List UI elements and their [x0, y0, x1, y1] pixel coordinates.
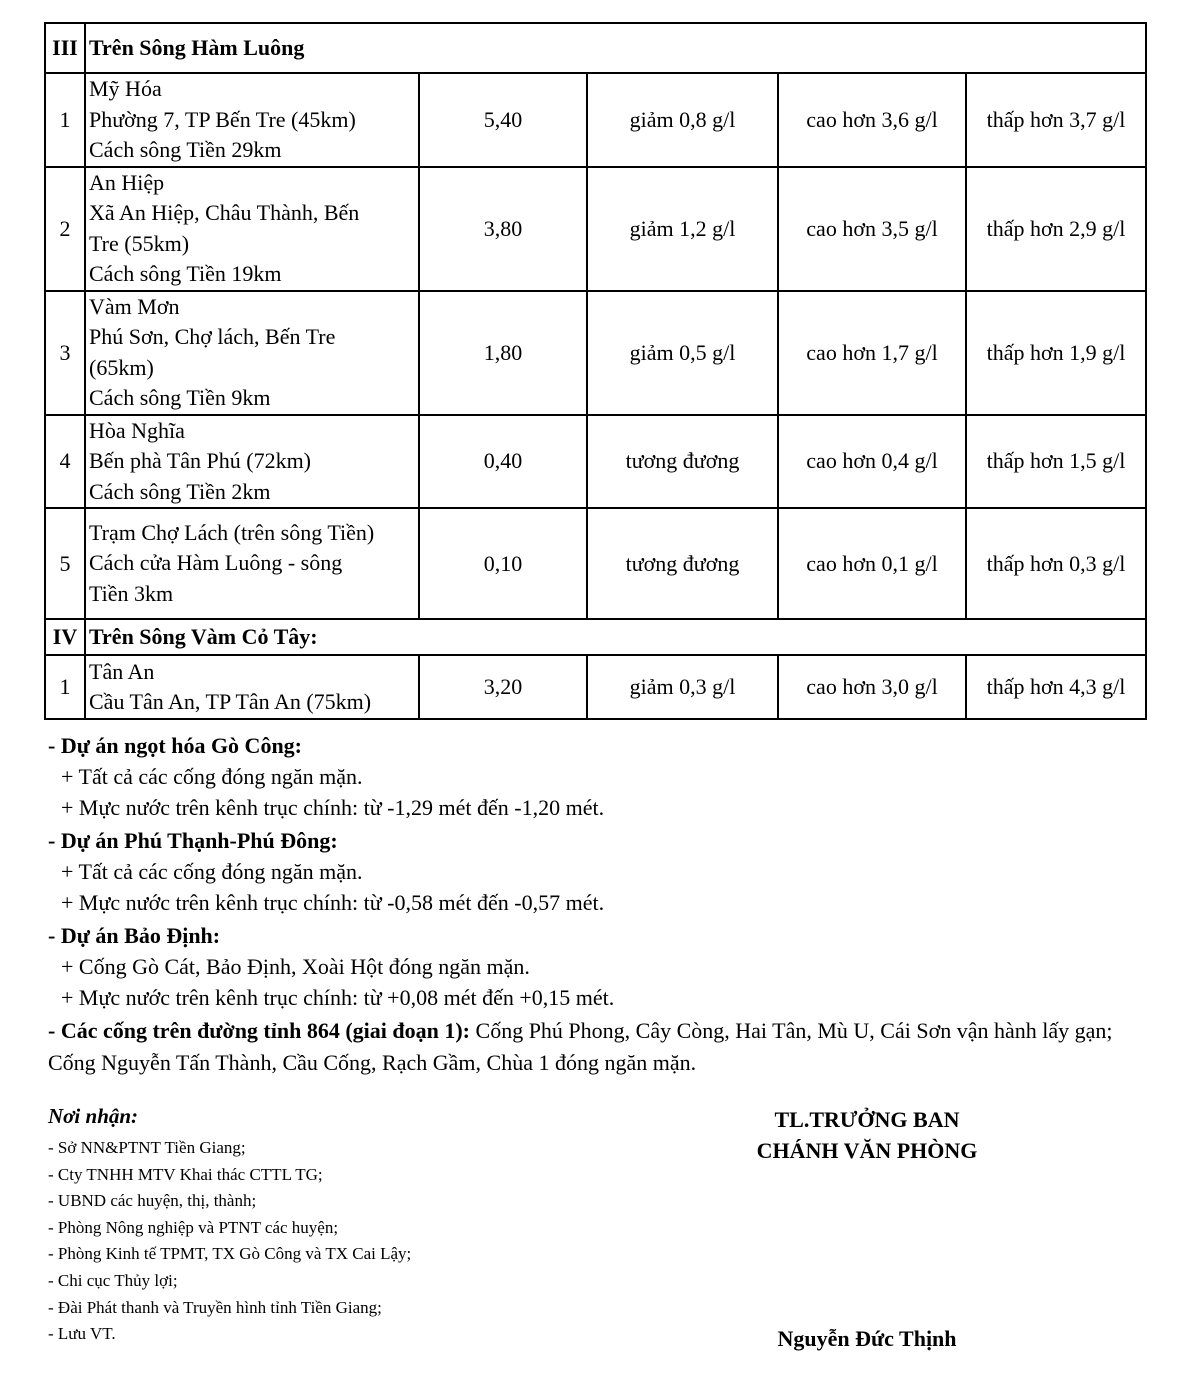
row-index: 5 [45, 508, 85, 619]
project-notes [48, 730, 1138, 1079]
project-bullet: + Cống Gò Cát, Bảo Định, Xoài Hột đóng ngăn mặn. [61, 954, 530, 979]
station-location-line: Xã An Hiệp, Châu Thành, Bến [89, 200, 360, 225]
station-location-line: An Hiệp [89, 169, 165, 195]
table-row [45, 508, 1146, 619]
compare-higher: cao hơn 3,6 g/l [778, 73, 966, 167]
compare-lower: thấp hơn 1,5 g/l [966, 415, 1146, 509]
project-item [48, 920, 1138, 1013]
row-index: 1 [45, 655, 85, 719]
compare-higher: cao hơn 0,1 g/l [778, 508, 966, 619]
salinity-change: tương đương [587, 415, 778, 509]
station-location [85, 167, 419, 291]
recipient-item: - Phòng Kinh tế TPMT, TX Gò Công và TX Cai Lậy; [48, 1244, 412, 1264]
station-location-line: Trạm Chợ Lách (trên sông Tiền) [89, 519, 375, 545]
salinity-value: 3,20 [419, 655, 587, 719]
signature-line-1: TL.TRƯỞNG BAN [774, 1107, 960, 1132]
station-location-line: Tân An [89, 658, 155, 684]
compare-lower: thấp hơn 1,9 g/l [966, 291, 1146, 415]
road-gates-text: Cống Phú Phong, Cây Còng, Hai Tân, Mù U, Cái Sơn vận hành lấy gạn; Cống Nguyễn Tấn Thành, Cầu Cống, Rạch Gầm, Chùa 1 đóng ngăn mặn. [48, 1018, 1113, 1075]
project-bullet: + Tất cả các cống đóng ngăn mặn. [61, 764, 363, 789]
section-header-row [45, 23, 1146, 73]
station-location [85, 415, 419, 509]
recipient-item: - Phòng Nông nghiệp và PTNT các huyện; [48, 1217, 339, 1237]
compare-higher: cao hơn 3,5 g/l [778, 167, 966, 291]
station-location-line: Tiền 3km [89, 580, 174, 606]
station-location-line: Cách sông Tiền 29km [89, 137, 282, 162]
station-location-line: Cách cửa Hàm Luông - sông [89, 550, 343, 576]
station-location-line: Bến phà Tân Phú (72km) [89, 448, 312, 473]
project-bullet: + Mực nước trên kênh trục chính: từ +0,08 mét đến +0,15 mét. [61, 985, 615, 1010]
station-location-line: Hòa Nghĩa [89, 417, 185, 443]
row-index: 1 [45, 73, 85, 167]
row-index: 2 [45, 167, 85, 291]
compare-lower: thấp hơn 0,3 g/l [966, 508, 1146, 619]
recipient-item: - Chi cục Thủy lợi; [48, 1270, 178, 1290]
recipients-title: Nơi nhận: [48, 1104, 139, 1128]
recipient-item: - Lưu VT. [48, 1324, 116, 1344]
station-location-line: Tre (55km) [89, 230, 190, 256]
project-bullet: + Mực nước trên kênh trục chính: từ -0,58 mét đến -0,57 mét. [61, 890, 605, 915]
table-row [45, 291, 1146, 415]
section-title: Trên Sông Vàm Cỏ Tây: [85, 619, 1146, 655]
signature-block [712, 1104, 1022, 1166]
salinity-value: 3,80 [419, 167, 587, 291]
salinity-change: tương đương [587, 508, 778, 619]
table-row [45, 655, 1146, 719]
station-location-line: Vàm Mơn [89, 293, 180, 319]
compare-higher: cao hơn 3,0 g/l [778, 655, 966, 719]
project-title: - Dự án ngọt hóa Gò Công: [48, 733, 303, 758]
recipients-block [48, 1104, 411, 1348]
recipient-item: - Sở NN&PTNT Tiền Giang; [48, 1138, 246, 1157]
station-location-line: Cách sông Tiền 19km [89, 261, 282, 286]
project-item [48, 825, 1138, 918]
compare-lower: thấp hơn 4,3 g/l [966, 655, 1146, 719]
station-location [85, 508, 419, 619]
salinity-change: giảm 1,2 g/l [587, 167, 778, 291]
station-location-line: Cầu Tân An, TP Tân An (75km) [89, 689, 372, 714]
recipient-item: - Đài Phát thanh và Truyền hình tỉnh Tiền Giang; [48, 1297, 382, 1317]
station-location-line: (65km) [89, 354, 154, 380]
compare-lower: thấp hơn 2,9 g/l [966, 167, 1146, 291]
signature-line-2: CHÁNH VĂN PHÒNG [756, 1138, 978, 1163]
table-row [45, 73, 1146, 167]
project-title: - Dự án Phú Thạnh-Phú Đông: [48, 828, 338, 853]
recipient-item: - Cty TNHH MTV Khai thác CTTL TG; [48, 1164, 323, 1184]
salinity-table [44, 22, 1147, 720]
section-title: Trên Sông Hàm Luông [85, 23, 1146, 73]
station-location [85, 291, 419, 415]
station-location [85, 655, 419, 719]
section-header-row [45, 619, 1146, 655]
compare-lower: thấp hơn 3,7 g/l [966, 73, 1146, 167]
road-gates-title: - Các cống trên đường tỉnh 864 (giai đoạn 1): [48, 1018, 471, 1043]
project-item [48, 730, 1138, 823]
salinity-change: giảm 0,8 g/l [587, 73, 778, 167]
road-gates-paragraph [48, 1015, 1138, 1079]
table-row [45, 415, 1146, 509]
salinity-value: 0,10 [419, 508, 587, 619]
project-title: - Dự án Bảo Định: [48, 923, 221, 948]
station-location-line: Mỹ Hóa [89, 76, 162, 101]
salinity-value: 5,40 [419, 73, 587, 167]
salinity-change: giảm 0,5 g/l [587, 291, 778, 415]
section-number: IV [45, 619, 85, 655]
row-index: 3 [45, 291, 85, 415]
station-location-line: Phú Sơn, Chợ lách, Bến Tre [89, 324, 336, 349]
row-index: 4 [45, 415, 85, 509]
project-bullet: + Mực nước trên kênh trục chính: từ -1,29 mét đến -1,20 mét. [61, 795, 605, 820]
recipient-item: - UBND các huyện, thị, thành; [48, 1191, 257, 1211]
section-number: III [45, 23, 85, 73]
table-row [45, 167, 1146, 291]
compare-higher: cao hơn 1,7 g/l [778, 291, 966, 415]
salinity-change: giảm 0,3 g/l [587, 655, 778, 719]
project-bullet: + Tất cả các cống đóng ngăn mặn. [61, 859, 363, 884]
station-location-line: Cách sông Tiền 2km [89, 478, 271, 504]
compare-higher: cao hơn 0,4 g/l [778, 415, 966, 509]
signer-name: Nguyễn Đức Thịnh [777, 1326, 957, 1351]
station-location-line: Cách sông Tiền 9km [89, 385, 271, 410]
station-location [85, 73, 419, 167]
salinity-value: 0,40 [419, 415, 587, 509]
salinity-value: 1,80 [419, 291, 587, 415]
station-location-line: Phường 7, TP Bến Tre (45km) [89, 106, 356, 132]
